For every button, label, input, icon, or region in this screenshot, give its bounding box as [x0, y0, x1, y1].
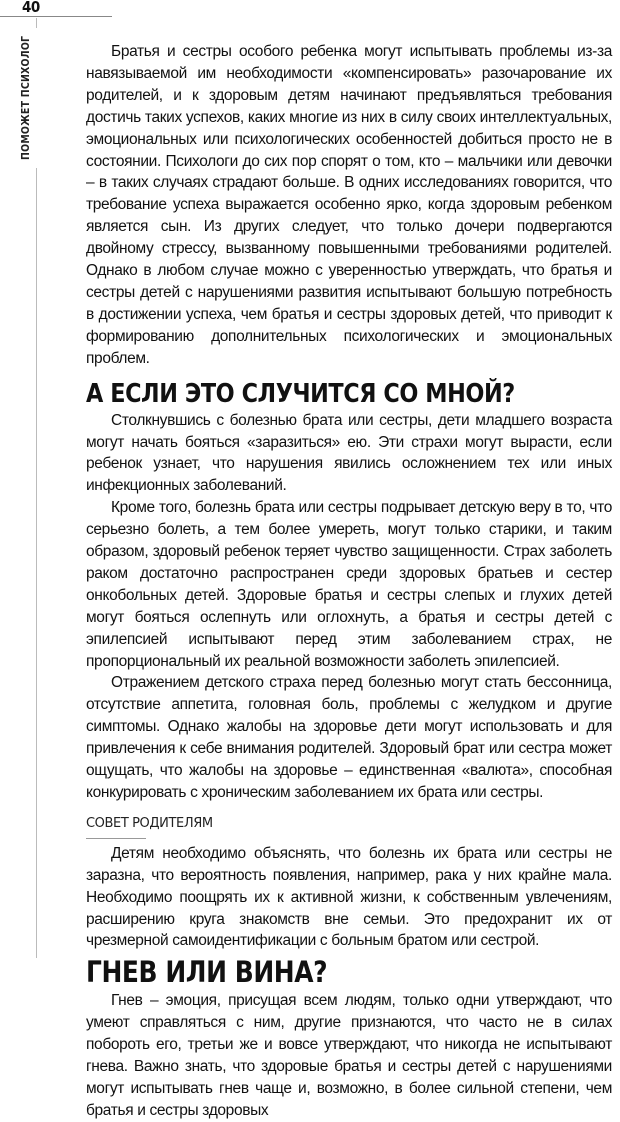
running-head: ПОМОЖЕТ ПСИХОЛОГ: [20, 35, 32, 160]
page-number-underline: [0, 16, 112, 17]
section-heading-anger: ГНЕВ ИЛИ ВИНА?: [86, 955, 328, 990]
margin-rule-bottom: [36, 168, 37, 958]
paragraph-1: Братья и сестры особого ребенка могут испытывать проблемы из-за навязываемой им необходимости «компенсировать» разочарование их родителей, и к здоровым детям начинают предъявляться требования достичь таких успехов, каких многие из них в силу своих интеллектуальных, эмоциональных или психологических особенностей добиться просто не в состоянии. Психологи до сих пор спорят о том, кто – мальчики или девочки – в таких случаях страдают больше. В одних исследованиях говорится, что требование успеха выражается особенно ярко, когда здоровым ребенком является сын. Из других следует, что только дочери подвергаются двойному стрессу, вызванному повышенными требованиями родителей. Однако в любом случае можно с уверенностью утверждать, что братья и сестры детей с нарушениями развития испытывают большую потребность в достижении успеха, чем братья и сестры здоровых детей, что приводит к формированию дополнительных психологических и эмоциональных проблем.: [86, 43, 612, 367]
paragraph-advice: Детям необходимо объяснять, что болезнь их брата или сестры не заразна, что вероятность появления, например, рака у них крайне мала. Необходимо поощрять их к активной жизни, к собственным увлечениям, расширению круга знакомств вне семьи. Это предохранит их от чрезмерной самоидентификации с больным братом или сестрой.: [86, 844, 612, 950]
article-body: [86, 41, 612, 1122]
page-number: 40: [22, 0, 40, 16]
paragraph-3: Кроме того, болезнь брата или сестры подрывает детскую веру в то, что серьезно болеть, а тем более умереть, могут только старики, и таким образом, здоровый ребенок теряет чувство защищенности. Страх заболеть раком достаточно распространен среди здоровых братьев и сестер онкобольных детей. Здоровые братья и сестры слепых и глухих детей могут бояться ослепнуть или оглохнуть, а братья и сестры детей с эпилепсией испытывают перед этим заболеванием страх, не пропорциональный их реальной возможности заболеть эпилепсией.: [86, 499, 612, 670]
paragraph-6: Гнев – эмоция, присущая всем людям, только одни утверждают, что умеют справляться с ним, другие признаются, что часто не в силах побороть его, третьи же и вовсе утверждают, что никогда не испытывают гнева. Важно знать, что здоровые братья и сестры детей с нарушениями могут испытывать гнев чаще и, возможно, в более сильной степени, чем братья и сестры здоровых: [86, 992, 612, 1119]
paragraph-2: Столкнувшись с болезнью брата или сестры, дети младшего возраста могут начать бояться «заразиться» ею. Эти страхи могут вырасти, если ребенок узнает, что нарушения явились осложнением тех или иных инфекционных заболеваний.: [86, 411, 612, 495]
margin-rule-top: [36, 18, 37, 28]
advice-label: СОВЕТ РОДИТЕЛЯМ: [86, 815, 213, 831]
advice-rule: [86, 838, 146, 839]
section-heading-fear: А ЕСЛИ ЭТО СЛУЧИТСЯ СО МНОЙ?: [86, 378, 515, 409]
paragraph-4: Отражением детского страха перед болезнью могут стать бессонница, отсутствие аппетита, головная боль, проблемы с желудком и другие симптомы. Однако жалобы на здоровье дети могут использовать и для привлечения к себе внимания родителей. Здоровый брат или сестра может ощущать, что жалобы на здоровье – единственная «валюта», способная конкурировать с хроническим заболеванием их брата или сестры.: [86, 674, 612, 801]
